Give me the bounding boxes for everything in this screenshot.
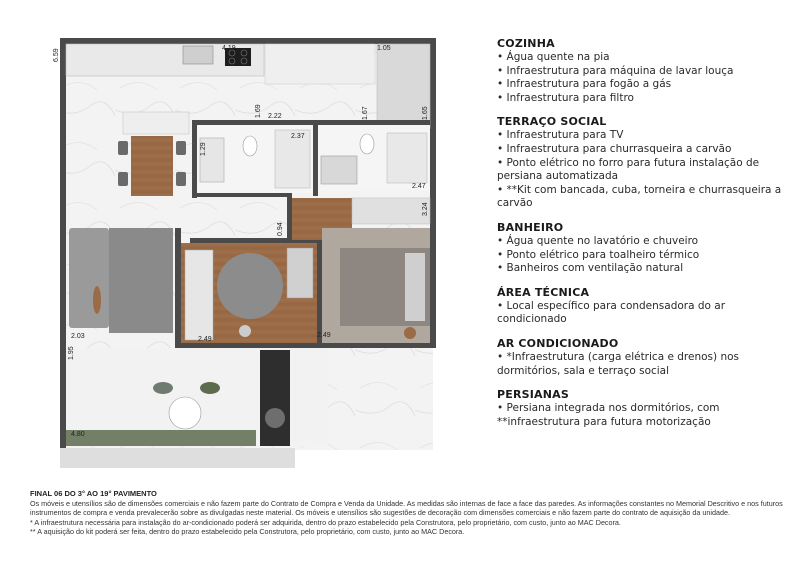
dim-label: 2.47: [412, 183, 426, 190]
chair: [200, 382, 220, 394]
section-title: PERSIANAS: [497, 388, 570, 402]
dim-label: 6.59: [53, 48, 60, 62]
dim-label: 4.80: [71, 431, 85, 438]
living-room: [69, 228, 173, 333]
bench: [66, 430, 256, 446]
bedroom-2: [322, 228, 430, 343]
section-title: BANHEIRO: [497, 220, 564, 234]
feature-item: • Água quente no lavatório e chuveiro: [497, 234, 699, 247]
round-table: [169, 397, 201, 429]
dim-label: 1.67: [362, 106, 369, 120]
footnote-text: ** A aquisição do kit poderá ser feita, dentro do prazo estabelecido pela Construtora, pelo proprietário, com custo, junto ao MAC Decora.: [30, 526, 465, 536]
section-title: COZINHA: [497, 37, 555, 50]
service-area: [265, 44, 375, 84]
dim-label: 1.65: [422, 106, 429, 120]
dim-label: 2.49: [317, 332, 331, 339]
feature-item: • Ponto elétrico para toalheiro térmico: [497, 248, 700, 261]
kitchen-island: [123, 112, 189, 134]
toilet-icon: [360, 134, 374, 154]
footnote-text: * A infraestrutura necessária para instalação do ar-condicionado poderá ser adquirida, dentro do prazo estabelecido pela Construtora, pelo proprietário, com custo, junto ao MAC Decora.: [30, 517, 621, 527]
footnote-title: FINAL 06 DO 3° AO 19° PAVIMENTO: [30, 489, 157, 498]
rug: [217, 253, 283, 319]
nightstand: [404, 327, 416, 339]
desk: [287, 248, 313, 298]
section-ar-condicionado: [497, 336, 797, 378]
feature-item: • Infraestrutura para fogão a gás: [497, 78, 672, 91]
section-banheiro: [497, 220, 797, 276]
section-title: ÁREA TÉCNICA: [497, 285, 590, 299]
section-terraco-social: [497, 114, 797, 211]
rug: [109, 228, 173, 333]
feature-item: • Infraestrutura para filtro: [497, 91, 634, 104]
section-area-tecnica: [497, 285, 797, 327]
sofa: [69, 228, 109, 328]
feature-item: • **Kit com bancada, cuba, torneira e churrasqueira a carvão: [497, 183, 782, 210]
dim-label: 2.49: [198, 336, 212, 343]
feature-item: • Infraestrutura para TV: [497, 129, 624, 142]
feature-item: • Banheiros com ventilação natural: [497, 262, 684, 275]
sink-icon: [265, 408, 285, 428]
footnotes: [30, 489, 785, 536]
dim-label: 1.95: [68, 346, 75, 360]
wardrobe: [352, 198, 430, 224]
dim-label: 1.29: [200, 142, 207, 156]
sink-icon: [183, 46, 213, 64]
section-cozinha: [497, 36, 797, 105]
dim-label: 3.24: [422, 202, 429, 216]
dim-label: 2.37: [291, 133, 305, 140]
feature-item: • Água quente na pia: [497, 51, 610, 63]
terrace: [60, 348, 328, 468]
floor-plan-drawing: [55, 38, 440, 470]
sink-icon: [321, 156, 357, 184]
dim-label: 2.22: [268, 113, 282, 120]
chair: [153, 382, 173, 394]
pillows: [405, 253, 425, 321]
barbecue-counter: [260, 350, 290, 446]
toilet-icon: [243, 136, 257, 156]
chair: [239, 325, 251, 337]
feature-item: • *Infraestrutura (carga elétrica e drenos) nos dormitórios, sala e terraço social: [497, 350, 740, 377]
section-title: AR CONDICIONADO: [497, 336, 619, 350]
section-title: TERRAÇO SOCIAL: [497, 115, 607, 129]
wardrobe: [185, 250, 213, 340]
feature-item: • Persiana integrada nos dormitórios, com **infraestrutura para futura motorização: [497, 402, 720, 428]
feature-item: • Local específico para condensadora do ar condicionado: [497, 299, 726, 326]
shower-icon: [387, 133, 427, 183]
feature-item: • Infraestrutura para máquina de lavar louça: [497, 64, 734, 77]
feature-item: • Infraestrutura para churrasqueira a carvão: [497, 142, 732, 155]
coffee-table: [93, 286, 101, 314]
balcony-edge: [60, 448, 295, 468]
dim-label: 1.69: [255, 104, 262, 118]
dim-label: 1.05: [377, 45, 391, 52]
footnote-text: Os móveis e utensílios são de dimensões comerciais e não fazem parte do Contrato de Compra e Venda da Unidade. As medidas são internas de face a face das paredes. As informações constantes no Memorial Descritivo e nos futuros instrumentos de compra e venda prevalecerão sobre as divulgadas neste material. Os móveis e utensílios são sugestões de decoração com dimensões comerciais e não fazem parte do contrato de aquisição da unidade.: [30, 499, 783, 518]
bedroom-1: [181, 243, 317, 343]
dim-label: 4.19: [222, 45, 236, 52]
floor-plan: [55, 38, 440, 470]
dim-label: 0.94: [277, 222, 284, 236]
dining-table: [131, 136, 173, 196]
dim-label: 2.03: [71, 333, 85, 340]
feature-item: • Ponto elétrico no forro para futura instalação de persiana automatizada: [497, 156, 760, 183]
bathroom-2: [318, 125, 430, 191]
section-persianas: [497, 387, 797, 429]
features-list: [497, 36, 797, 438]
